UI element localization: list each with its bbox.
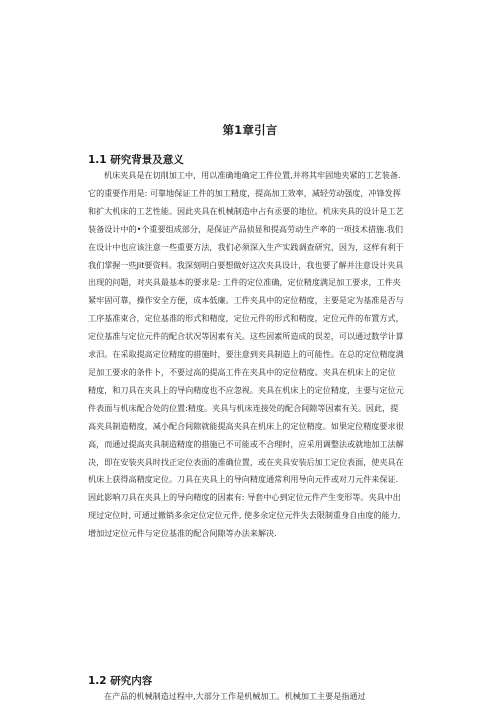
paragraph-line: 我们掌握一些Jit要资料。我深刻明白要想做好这次夹具设计，我也要了解并注意设计夹具 [88,259,404,270]
chapter-title: 第1章引言 [222,123,278,137]
paragraph-line: 出现的问题，对夹具最基本的要求是: 工件的定位准确，定位精度满足加工要求，工件夹 [88,277,401,288]
paragraph-line: 高夹具制造精度，减小配合间隙就能提高夹具在机床上的定位精度。如果定位精度要求很 [88,420,404,431]
paragraph-line: 足加工要求的条件卜，不要过高的提高工件在夹具中的定位精度。夹具在机床上的定位 [88,366,396,377]
paragraph-line: 它的重要作用是: 可靠地保证工件的加工精度，提高加工效率，减轻劳动强度，冲锋发挥 [88,187,401,198]
paragraph-line: 求汨。在采取提高定位精度的措施时，要注意到夹具制造上的可能性。在总的定位精度满 [88,349,404,360]
paragraph-line: 高，而通过提高夹具制造精度的措施已不可能或不合理时，应采用调整法或就地加工法解 [88,438,404,449]
paragraph [88,167,422,543]
section-heading: 1.2 研究内容 [88,675,153,687]
paragraph-line: 在产品的机械制造过程中,大部分工作是机械加工。机械加工主要是指通过 [104,691,366,701]
paragraph-line: 决，即在安装夹具时找正定位表面的准确位置，或在夹具安装后加工定位表面，使夹具在 [88,456,404,467]
paragraph-line: 件表面与机床配合处的位置:精度。夹具与机床连接处的配合间隙等因素有关。因此，提 [88,402,399,413]
paragraph-line: 紧牢固可靠，操作安全方便，成本低廉。工件夹具中的定位精度，主要是定为基准是否与 [88,295,404,306]
paragraph-line: 机床上获得高精度定位。刀具在夹具上的导向精度通常利用导向元件或对刀元件来保证. [88,474,399,485]
paragraph-line: 机床夹具是在切削加工中，用以准确地确定工件位置,并将其牢固地夹紧的工艺装备. [104,170,401,180]
paragraph [88,688,422,706]
paragraph-line: 因此影响刀具在夹具上的导向精度的因素有: 导套中心到定位元件产生变形等。夹具中出 [88,492,401,503]
paragraph-line: 和扩大机床的工艺性能。因此夹具在机械制造中占有丞要的地位。机床夹具的设计是工艺 [88,205,404,216]
paragraph-line: 增加过定位元件与定位基准的配合间隙等办法来解决. [88,528,277,539]
section-heading: 1.1 研究背景及意义 [88,154,184,166]
paragraph-line: 定位基准与定位元件的配合状况等因素有关。这些因素所造成的误差，可以通过数学计算 [88,331,404,342]
paragraph-line: 装备设计中的•个重要组成部分，是保证产品侦显和提高劳动生产率的一项技术措施.我们 [88,223,403,234]
paragraph-line: 精度，和刀具在夹具上的导向精度也不应忽视。夹具在机床上的定位精度，主要与定位元 [88,384,404,395]
paragraph-line: 在设计中也应该注意一些重要方法，我们必须深入生产实践调查研究，因为，这样有利于 [88,241,404,252]
paragraph-line: 现过定位时, 可通过撤销多余定位定位元件, 使多余定位元件失去限制重身自由度的能力, [88,510,401,521]
paragraph-line: 工序基准束合，定位基准的形式和精度，定位元件的形式和精度，定位元件的布置方式， [88,313,404,324]
